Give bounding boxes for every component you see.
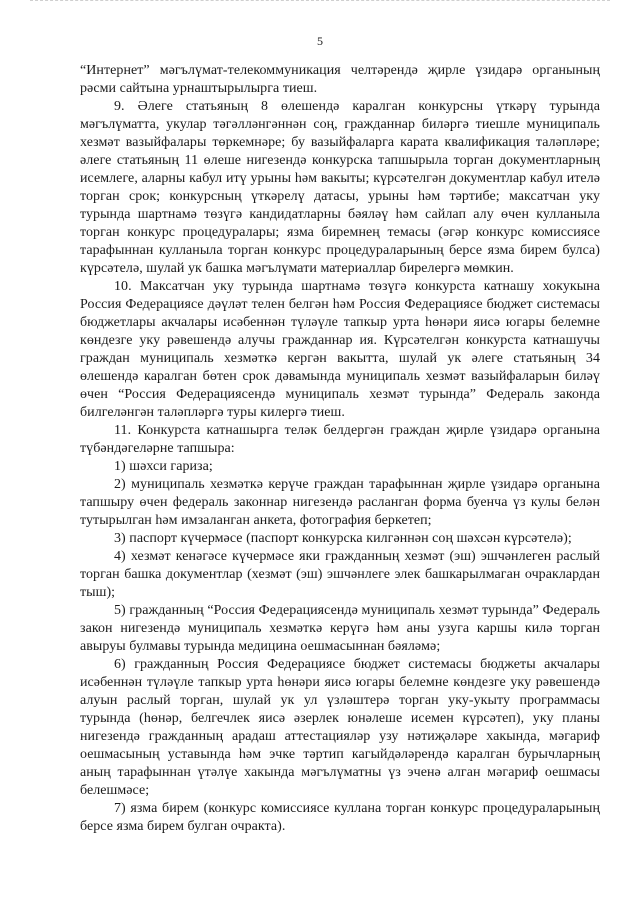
list-item-7: 7) язма бирем (конкурс комиссиясе куллана торган конкурс процедураларының берсе язма бирем булган очракта). — [80, 801, 600, 834]
list-item-1: 1) шәхси гариза; — [114, 459, 213, 474]
document-body — [80, 62, 600, 836]
paragraph-item-10: 10. Максатчан уку турында шартнамә төзүгә конкурста катнашу хокукына Россия Федерациясе дәүләт телен белгән һәм Россия Федерациясе бюджет системасы бюджетлары акчалары исәбеннән түләүле тапкыр урта һөнәри яисә югары белемне көндезге уку рәвешендә алучы гражданнар ия. Күрсәтелгән конкурста катнашучы граждан муниципаль хезмәткә кергән вакытта, шулай ук әлеге статьяның 34 өлешендә каралган бөтен срок дәвамында муниципаль хезмәт вазыйфаларын биләү өчен “Россия Федерациясендә муниципаль хезмәт турында” Федераль законда билгеләнгән таләпләргә туры килергә тиеш. — [80, 279, 600, 420]
page-number: 5 — [317, 34, 323, 48]
list-item-4: 4) хезмәт кенәгәсе күчермәсе яки гражданның хезмәт (эш) эшчәнлеген раслый торган башка документлар (хезмәт (эш) эшчәнлеге элек башкарылмаган очраклардан тыш); — [80, 549, 600, 600]
list-item-2: 2) муниципаль хезмәткә керүче граждан тарафыннан җирле үзидарә органына тапшыру өчен федераль законнар нигезендә расланган форма буенча үз кулы белән тутырылган һәм имзаланган анкета, фотография беркетеп; — [80, 477, 600, 528]
list-item-6: 6) гражданның Россия Федерациясе бюджет системасы бюджеты акчалары исәбеннән түләүле тапкыр урта һөнәри яисә югары белемне көндезге уку рәвешендә алуын раслый торган, шулай ук ул үзләштерә торган уку-укыту программасы турында (һөнәр, белгечлек яисә әзерлек юнәлеше исемен күрсәтеп), уку планы нигезендә гражданның арадаш аттестацияләр узу нәтиҗәләре хакында, мәгариф оешмасының уставында һәм эчке тәртип кагыйдәләрендә каралган бурычларның аның тарафыннан үтәлүе хакында мәгълүматны үз эченә алган мәгариф оешмасы белешмәсе; — [80, 657, 600, 798]
paragraph-item-9: 9. Әлеге статьяның 8 өлешендә каралган конкурсны үткәрү турында мәгълүматта, укулар тәгәлләнгәннән соң, гражданнар биләргә тиешле муниципаль хезмәт вазыйфалары төркемнәре; бу вазыйфаларга карата квалификация таләпләре; әлеге статьяның 11 өлеше нигезендә конкурска тапшырыла торган документларның исемлеге, аларны кабул итү урыны һәм вакыты; күрсәтелгән документлар кабул ителә торган срок; конкурсның үткәрелү датасы, урыны һәм тәртибе; максатчан уку турында шартнамә төзүгә кандидатларны бәяләү һәм сайлап алу өчен кулланыла торган конкурс процедуралары; язма биремнең темасы (әгәр конкурс комиссиясе тарафыннан кулланыла торган конкурс процедураларының берсе язма бирем булса) күрсәтелә, шулай ук башка мәгълүмати материаллар бирелергә мөмкин. — [80, 99, 600, 276]
list-item-5: 5) гражданның “Россия Федерациясендә муниципаль хезмәт турында” Федераль закон нигезендә муниципаль хезмәткә керүгә һәм аны узуга каршы килә торган авыруы булмавы турында медицина оешмасыннан бәяләмә; — [80, 603, 600, 654]
page-top-edge — [30, 0, 610, 3]
list-item-3: 3) паспорт күчермәсе (паспорт конкурска килгәннән соң шәхсән күрсәтелә); — [114, 531, 572, 546]
paragraph-continuation: “Интернет” мәгълүмат-телекоммуникация челтәрендә җирле үзидарә органының рәсми сайтына урнаштырылырга тиеш. — [80, 63, 600, 96]
paragraph-item-11: 11. Конкурста катнашырга теләк белдергән граждан җирле үзидарә органына түбәндәгеләрне тапшыра: — [80, 423, 600, 456]
